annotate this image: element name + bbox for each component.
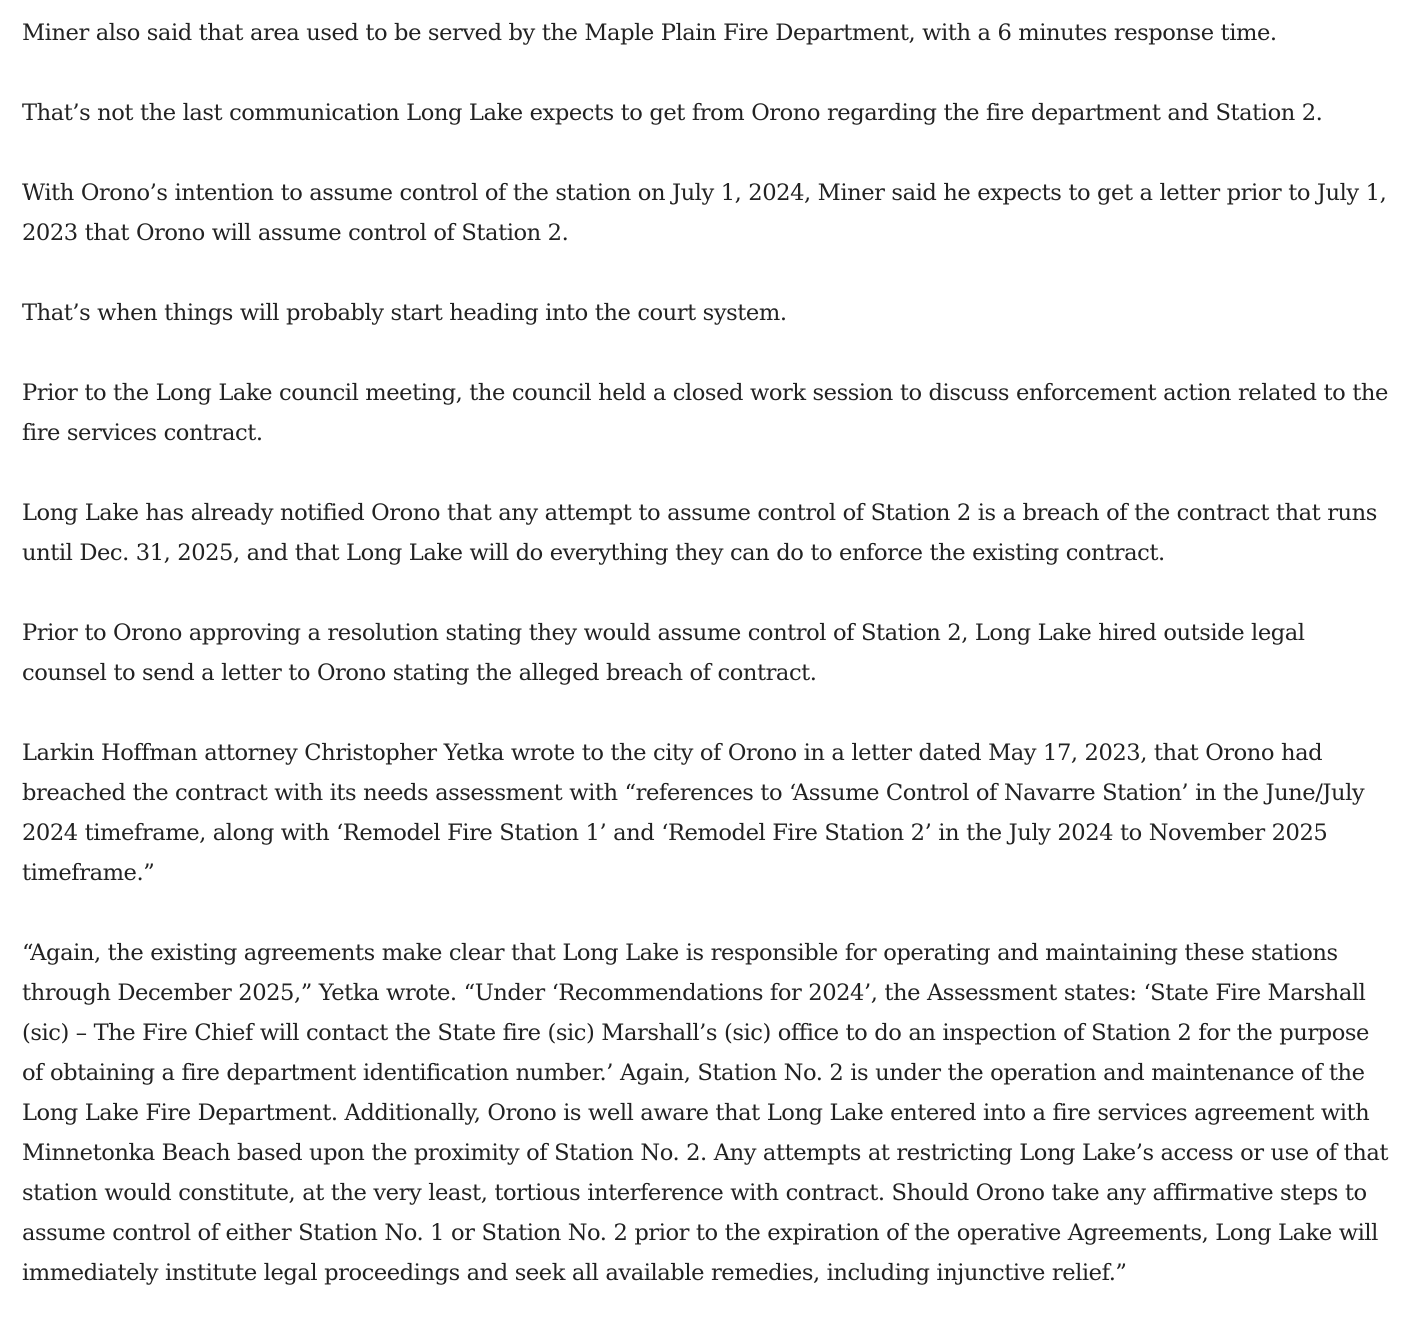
paragraph-maple-plain-response: Miner also said that area used to be served by the Maple Plain Fire Department, with a 6 minutes response time. (22, 20, 1277, 46)
article-body (22, 13, 1394, 1293)
paragraph-last-communication: That’s not the last communication Long Lake expects to get from Orono regarding the fire department and Station 2. (22, 100, 1323, 126)
paragraph-closed-work-session: Prior to the Long Lake council meeting, the council held a closed work session to discuss enforcement action related to the fire services contract. (22, 380, 1388, 446)
paragraph-orono-intention: With Orono’s intention to assume control of the station on July 1, 2024, Miner said he expects to get a letter prior to July 1, 2023 that Orono will assume control of Station 2. (22, 180, 1387, 246)
paragraph-yetka-quote: “Again, the existing agreements make clear that Long Lake is responsible for operating and maintaining these stations through December 2025,” Yetka wrote. “Under ‘Recommendations for 2024’, the Assessment states: ‘State Fire Marshall (sic) – The Fire Chief will contact the State fire (sic) Marshall’s (sic) office to do an inspection of Station 2 for the purpose of obtaining a fire department identification number.’ Again, Station No. 2 is under the operation and maintenance of the Long Lake Fire Department. Additionally, Orono is well aware that Long Lake entered into a fire services agreement with Minnetonka Beach based upon the proximity of Station No. 2. Any attempts at restricting Long Lake’s access or use of that station would constitute, at the very least, tortious interference with contract. Should Orono take any affirmative steps to assume control of either Station No. 1 or Station No. 2 prior to the expiration of the operative Agreements, Long Lake will immediately institute legal proceedings and seek all available remedies, including injunctive relief.” (22, 940, 1389, 1286)
paragraph-yetka-letter: Larkin Hoffman attorney Christopher Yetka wrote to the city of Orono in a letter dated May 17, 2023, that Orono had breached the contract with its needs assessment with “references to ‘Assume Control of Navarre Station’ in the June/July 2024 timeframe, along with ‘Remodel Fire Station 1’ and ‘Remodel Fire Station 2’ in the July 2024 to November 2025 timeframe.” (22, 740, 1365, 886)
paragraph-legal-counsel: Prior to Orono approving a resolution stating they would assume control of Station 2, Long Lake hired outside legal counsel to send a letter to Orono stating the alleged breach of contract. (22, 620, 1305, 686)
paragraph-breach-notice: Long Lake has already notified Orono that any attempt to assume control of Station 2 is a breach of the contract that runs until Dec. 31, 2025, and that Long Lake will do everything they can do to enforce the existing contract. (22, 500, 1377, 566)
paragraph-court-system: That’s when things will probably start heading into the court system. (22, 300, 787, 326)
